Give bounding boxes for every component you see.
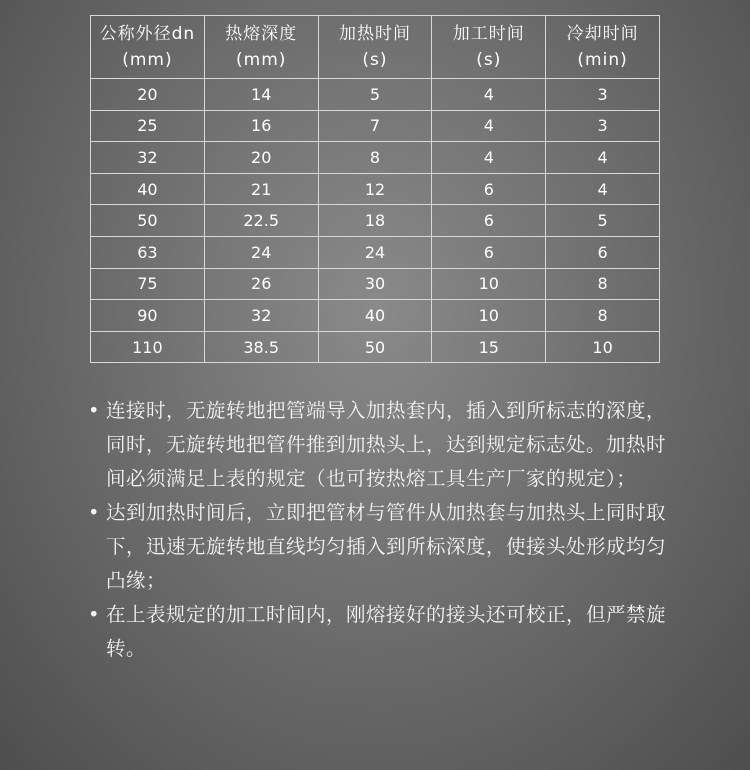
table-cell: 75 xyxy=(91,268,205,300)
table-cell: 30 xyxy=(318,268,432,300)
table-cell: 4 xyxy=(546,142,660,174)
table-cell: 12 xyxy=(318,173,432,205)
table-cell: 8 xyxy=(546,300,660,332)
table-cell: 40 xyxy=(91,173,205,205)
header-line2: (mm) xyxy=(122,50,173,70)
table-row xyxy=(91,268,660,300)
note-item xyxy=(88,598,678,666)
table-row xyxy=(91,79,660,111)
note-text: 达到加热时间后，立即把管材与管件从加热套与加热头上同时取下，迅速无旋转地直线均匀插入到所标深度，使接头处形成均匀凸缘； xyxy=(106,501,667,592)
table-header-row xyxy=(91,16,660,79)
table-row xyxy=(91,205,660,237)
table-cell: 10 xyxy=(432,268,546,300)
table-cell: 24 xyxy=(318,236,432,268)
table-cell: 32 xyxy=(91,142,205,174)
table-cell: 50 xyxy=(91,205,205,237)
bullet-icon: • xyxy=(88,399,101,422)
table-cell: 3 xyxy=(546,110,660,142)
instruction-notes xyxy=(88,394,678,666)
table-cell: 25 xyxy=(91,110,205,142)
header-line2: (s) xyxy=(476,50,502,70)
header-line1: 公称外径dn xyxy=(99,24,196,44)
note-item xyxy=(88,496,678,598)
note-item xyxy=(88,394,678,496)
table-cell: 5 xyxy=(546,205,660,237)
fusion-parameters-table xyxy=(90,15,660,363)
table-cell: 18 xyxy=(318,205,432,237)
table-cell: 26 xyxy=(204,268,318,300)
table-cell: 6 xyxy=(432,205,546,237)
header-processing-time xyxy=(432,16,546,79)
table-cell: 63 xyxy=(91,236,205,268)
table-cell: 14 xyxy=(204,79,318,111)
note-text: 在上表规定的加工时间内，刚熔接好的接头还可校正，但严禁旋转。 xyxy=(106,603,667,660)
header-outer-diameter xyxy=(91,16,205,79)
bullet-icon: • xyxy=(88,501,101,524)
table-cell: 22.5 xyxy=(204,205,318,237)
header-line1: 加热时间 xyxy=(338,24,411,44)
table-cell: 10 xyxy=(432,300,546,332)
table-cell: 7 xyxy=(318,110,432,142)
table-row xyxy=(91,173,660,205)
table-cell: 20 xyxy=(91,79,205,111)
table-cell: 4 xyxy=(432,79,546,111)
table-row xyxy=(91,331,660,363)
header-fusion-depth xyxy=(204,16,318,79)
table-row xyxy=(91,300,660,332)
header-line2: (min) xyxy=(577,50,628,70)
table-cell: 40 xyxy=(318,300,432,332)
bullet-icon: • xyxy=(88,603,101,626)
table-cell: 4 xyxy=(546,173,660,205)
header-cooling-time xyxy=(546,16,660,79)
header-line2: (s) xyxy=(362,50,388,70)
table-cell: 90 xyxy=(91,300,205,332)
table-row xyxy=(91,110,660,142)
table-cell: 50 xyxy=(318,331,432,363)
table-cell: 20 xyxy=(204,142,318,174)
table-cell: 6 xyxy=(432,173,546,205)
fusion-parameters-table-wrap xyxy=(90,15,660,363)
header-line1: 热熔深度 xyxy=(225,24,298,44)
table-cell: 21 xyxy=(204,173,318,205)
table-cell: 110 xyxy=(91,331,205,363)
table-cell: 10 xyxy=(546,331,660,363)
table-cell: 3 xyxy=(546,79,660,111)
table-row xyxy=(91,142,660,174)
table-cell: 4 xyxy=(432,142,546,174)
table-row xyxy=(91,236,660,268)
table-cell: 15 xyxy=(432,331,546,363)
header-line1: 加工时间 xyxy=(452,24,525,44)
table-cell: 8 xyxy=(546,268,660,300)
table-cell: 32 xyxy=(204,300,318,332)
table-cell: 6 xyxy=(432,236,546,268)
table-body xyxy=(91,79,660,363)
table-cell: 4 xyxy=(432,110,546,142)
note-text: 连接时，无旋转地把管端导入加热套内，插入到所标志的深度，同时，无旋转地把管件推到加热头上，达到规定标志处。加热时间必须满足上表的规定（也可按热熔工具生产厂家的规定）； xyxy=(106,399,667,490)
table-cell: 24 xyxy=(204,236,318,268)
table-cell: 38.5 xyxy=(204,331,318,363)
header-line1: 冷却时间 xyxy=(566,24,639,44)
table-cell: 6 xyxy=(546,236,660,268)
header-line2: (mm) xyxy=(236,50,287,70)
table-cell: 8 xyxy=(318,142,432,174)
table-cell: 16 xyxy=(204,110,318,142)
header-heating-time xyxy=(318,16,432,79)
table-cell: 5 xyxy=(318,79,432,111)
